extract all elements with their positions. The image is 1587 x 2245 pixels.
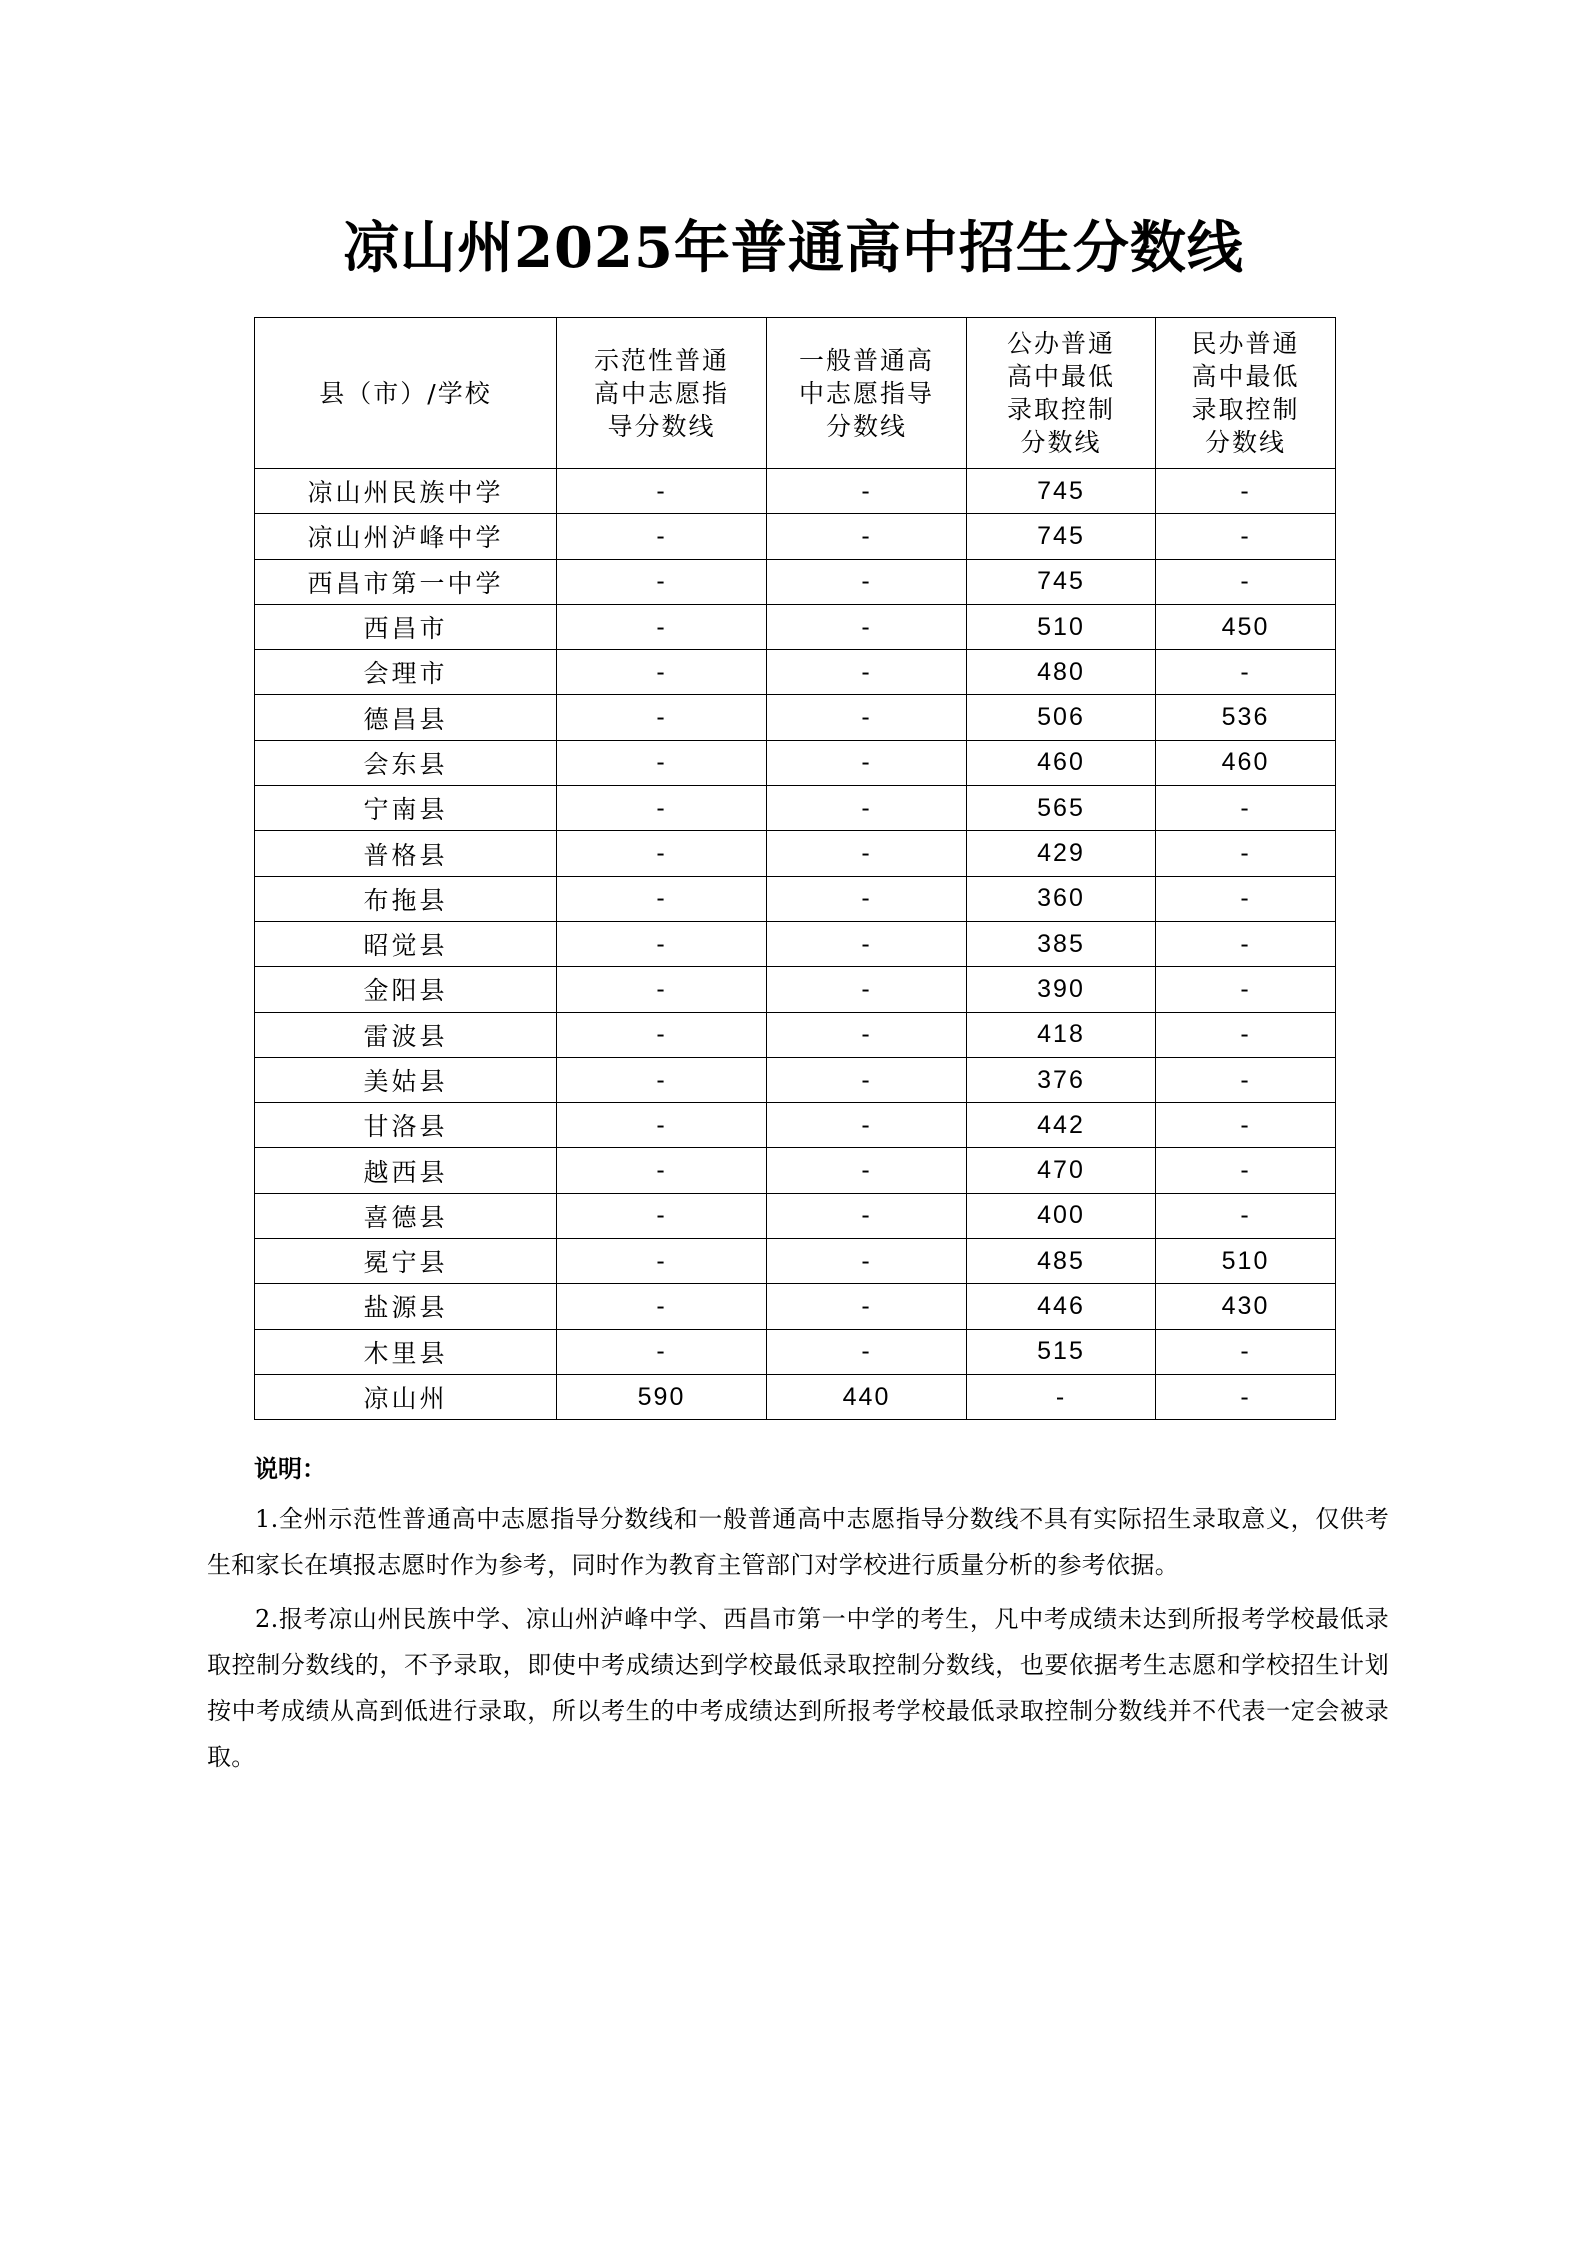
cell-county-school: 盐源县 bbox=[255, 1284, 557, 1329]
cell-county-school: 凉山州民族中学 bbox=[255, 469, 557, 514]
cell-model-guide-line: - bbox=[557, 1103, 767, 1148]
cell-public-min-line: 460 bbox=[967, 740, 1156, 785]
cell-private-min-line: 510 bbox=[1156, 1239, 1336, 1284]
cell-public-min-line: 745 bbox=[967, 559, 1156, 604]
cell-general-guide-line: - bbox=[767, 1193, 967, 1238]
table-row bbox=[255, 1239, 1336, 1284]
cell-county-school: 冕宁县 bbox=[255, 1239, 557, 1284]
table-row bbox=[255, 604, 1336, 649]
cell-county-school: 凉山州泸峰中学 bbox=[255, 514, 557, 559]
cell-private-min-line: 460 bbox=[1156, 740, 1336, 785]
cell-county-school: 美姑县 bbox=[255, 1057, 557, 1102]
cell-public-min-line: 515 bbox=[967, 1329, 1156, 1374]
table-row bbox=[255, 514, 1336, 559]
cell-private-min-line: - bbox=[1156, 514, 1336, 559]
cell-general-guide-line: - bbox=[767, 921, 967, 966]
cell-private-min-line: - bbox=[1156, 1329, 1336, 1374]
cell-general-guide-line: - bbox=[767, 967, 967, 1012]
cell-private-min-line: - bbox=[1156, 921, 1336, 966]
cell-county-school: 甘洛县 bbox=[255, 1103, 557, 1148]
cell-private-min-line: - bbox=[1156, 786, 1336, 831]
cell-general-guide-line: - bbox=[767, 786, 967, 831]
table-row bbox=[255, 559, 1336, 604]
cell-county-school: 布拖县 bbox=[255, 876, 557, 921]
cell-model-guide-line: - bbox=[557, 695, 767, 740]
table-row bbox=[255, 740, 1336, 785]
notes-section bbox=[207, 1448, 1389, 1780]
cell-private-min-line: 450 bbox=[1156, 604, 1336, 649]
cell-public-min-line: 360 bbox=[967, 876, 1156, 921]
cell-general-guide-line: - bbox=[767, 740, 967, 785]
cell-model-guide-line: - bbox=[557, 1239, 767, 1284]
cell-public-min-line: 745 bbox=[967, 469, 1156, 514]
table-row bbox=[255, 1329, 1336, 1374]
cell-private-min-line: 430 bbox=[1156, 1284, 1336, 1329]
cell-general-guide-line: - bbox=[767, 469, 967, 514]
cell-public-min-line: 442 bbox=[967, 1103, 1156, 1148]
cell-county-school: 宁南县 bbox=[255, 786, 557, 831]
cell-public-min-line: 390 bbox=[967, 967, 1156, 1012]
cell-general-guide-line: - bbox=[767, 1057, 967, 1102]
cell-public-min-line: 400 bbox=[967, 1193, 1156, 1238]
cell-model-guide-line: - bbox=[557, 604, 767, 649]
cell-county-school: 金阳县 bbox=[255, 967, 557, 1012]
table-row bbox=[255, 786, 1336, 831]
cell-private-min-line: - bbox=[1156, 650, 1336, 695]
cell-model-guide-line: - bbox=[557, 1329, 767, 1374]
cell-public-min-line: - bbox=[967, 1374, 1156, 1419]
cell-county-school: 雷波县 bbox=[255, 1012, 557, 1057]
cell-public-min-line: 565 bbox=[967, 786, 1156, 831]
cell-model-guide-line: - bbox=[557, 1284, 767, 1329]
cell-general-guide-line: - bbox=[767, 604, 967, 649]
table-row bbox=[255, 1148, 1336, 1193]
note-item: 2.报考凉山州民族中学、凉山州泸峰中学、西昌市第一中学的考生，凡中考成绩未达到所报考学校最低录取控制分数线的，不予录取，即使中考成绩达到学校最低录取控制分数线，也要依据考生志愿和学校招生计划按中考成绩从高到低进行录取，所以考生的中考成绩达到所报考学校最低录取控制分数线并不代表一定会被录取。 bbox=[207, 1605, 1389, 1771]
table-row bbox=[255, 831, 1336, 876]
cell-general-guide-line: - bbox=[767, 831, 967, 876]
note-item: 1.全州示范性普通高中志愿指导分数线和一般普通高中志愿指导分数线不具有实际招生录取意义，仅供考生和家长在填报志愿时作为参考，同时作为教育主管部门对学校进行质量分析的参考依据。 bbox=[207, 1505, 1389, 1579]
cell-model-guide-line: - bbox=[557, 740, 767, 785]
cell-private-min-line: - bbox=[1156, 1103, 1336, 1148]
cell-county-school: 德昌县 bbox=[255, 695, 557, 740]
table-row bbox=[255, 650, 1336, 695]
cell-private-min-line: - bbox=[1156, 1148, 1336, 1193]
cell-model-guide-line: - bbox=[557, 1057, 767, 1102]
cell-public-min-line: 418 bbox=[967, 1012, 1156, 1057]
cell-county-school: 普格县 bbox=[255, 831, 557, 876]
notes-label: 说明： bbox=[254, 1454, 326, 1483]
score-table bbox=[254, 317, 1336, 1420]
cell-public-min-line: 385 bbox=[967, 921, 1156, 966]
cell-model-guide-line: 590 bbox=[557, 1374, 767, 1419]
cell-model-guide-line: - bbox=[557, 1012, 767, 1057]
table-header-row bbox=[255, 318, 1336, 469]
cell-county-school: 西昌市 bbox=[255, 604, 557, 649]
cell-public-min-line: 429 bbox=[967, 831, 1156, 876]
cell-general-guide-line: - bbox=[767, 1284, 967, 1329]
cell-private-min-line: - bbox=[1156, 876, 1336, 921]
cell-general-guide-line: - bbox=[767, 650, 967, 695]
cell-private-min-line: - bbox=[1156, 1374, 1336, 1419]
cell-private-min-line: - bbox=[1156, 1012, 1336, 1057]
cell-county-school: 木里县 bbox=[255, 1329, 557, 1374]
cell-public-min-line: 510 bbox=[967, 604, 1156, 649]
table-row bbox=[255, 1103, 1336, 1148]
cell-private-min-line: - bbox=[1156, 469, 1336, 514]
cell-county-school: 西昌市第一中学 bbox=[255, 559, 557, 604]
table-row bbox=[255, 876, 1336, 921]
cell-public-min-line: 470 bbox=[967, 1148, 1156, 1193]
header-general-school-guide-line: 一般普通高中志愿指导分数线 bbox=[767, 318, 967, 469]
cell-private-min-line: - bbox=[1156, 1193, 1336, 1238]
table-row bbox=[255, 695, 1336, 740]
cell-model-guide-line: - bbox=[557, 650, 767, 695]
cell-general-guide-line: - bbox=[767, 1239, 967, 1284]
cell-model-guide-line: - bbox=[557, 831, 767, 876]
cell-county-school: 昭觉县 bbox=[255, 921, 557, 966]
cell-private-min-line: - bbox=[1156, 1057, 1336, 1102]
cell-model-guide-line: - bbox=[557, 514, 767, 559]
cell-county-school: 越西县 bbox=[255, 1148, 557, 1193]
cell-model-guide-line: - bbox=[557, 876, 767, 921]
cell-general-guide-line: - bbox=[767, 1148, 967, 1193]
table-row bbox=[255, 469, 1336, 514]
document-title: 凉山州2025年普通高中招生分数线 bbox=[343, 215, 1244, 281]
cell-model-guide-line: - bbox=[557, 967, 767, 1012]
cell-private-min-line: - bbox=[1156, 831, 1336, 876]
header-county-school: 县（市）/学校 bbox=[255, 318, 557, 469]
table-row bbox=[255, 1057, 1336, 1102]
cell-public-min-line: 446 bbox=[967, 1284, 1156, 1329]
cell-public-min-line: 480 bbox=[967, 650, 1156, 695]
cell-private-min-line: - bbox=[1156, 967, 1336, 1012]
header-private-min-line: 民办普通高中最低录取控制分数线 bbox=[1156, 318, 1336, 469]
header-model-school-guide-line: 示范性普通高中志愿指导分数线 bbox=[557, 318, 767, 469]
cell-model-guide-line: - bbox=[557, 786, 767, 831]
cell-public-min-line: 376 bbox=[967, 1057, 1156, 1102]
cell-general-guide-line: - bbox=[767, 1329, 967, 1374]
cell-model-guide-line: - bbox=[557, 469, 767, 514]
cell-general-guide-line: 440 bbox=[767, 1374, 967, 1419]
cell-county-school: 会理市 bbox=[255, 650, 557, 695]
cell-general-guide-line: - bbox=[767, 1012, 967, 1057]
table-row bbox=[255, 967, 1336, 1012]
cell-public-min-line: 506 bbox=[967, 695, 1156, 740]
table-row bbox=[255, 1012, 1336, 1057]
cell-model-guide-line: - bbox=[557, 559, 767, 604]
table-row bbox=[255, 1193, 1336, 1238]
cell-model-guide-line: - bbox=[557, 1148, 767, 1193]
cell-private-min-line: 536 bbox=[1156, 695, 1336, 740]
cell-general-guide-line: - bbox=[767, 695, 967, 740]
cell-model-guide-line: - bbox=[557, 1193, 767, 1238]
cell-public-min-line: 745 bbox=[967, 514, 1156, 559]
cell-county-school: 喜德县 bbox=[255, 1193, 557, 1238]
cell-model-guide-line: - bbox=[557, 921, 767, 966]
header-public-min-line: 公办普通高中最低录取控制分数线 bbox=[967, 318, 1156, 469]
table-row bbox=[255, 1374, 1336, 1419]
cell-general-guide-line: - bbox=[767, 559, 967, 604]
cell-general-guide-line: - bbox=[767, 876, 967, 921]
cell-public-min-line: 485 bbox=[967, 1239, 1156, 1284]
cell-private-min-line: - bbox=[1156, 559, 1336, 604]
cell-general-guide-line: - bbox=[767, 1103, 967, 1148]
cell-county-school: 凉山州 bbox=[255, 1374, 557, 1419]
cell-county-school: 会东县 bbox=[255, 740, 557, 785]
cell-general-guide-line: - bbox=[767, 514, 967, 559]
table-row bbox=[255, 1284, 1336, 1329]
table-row bbox=[255, 921, 1336, 966]
